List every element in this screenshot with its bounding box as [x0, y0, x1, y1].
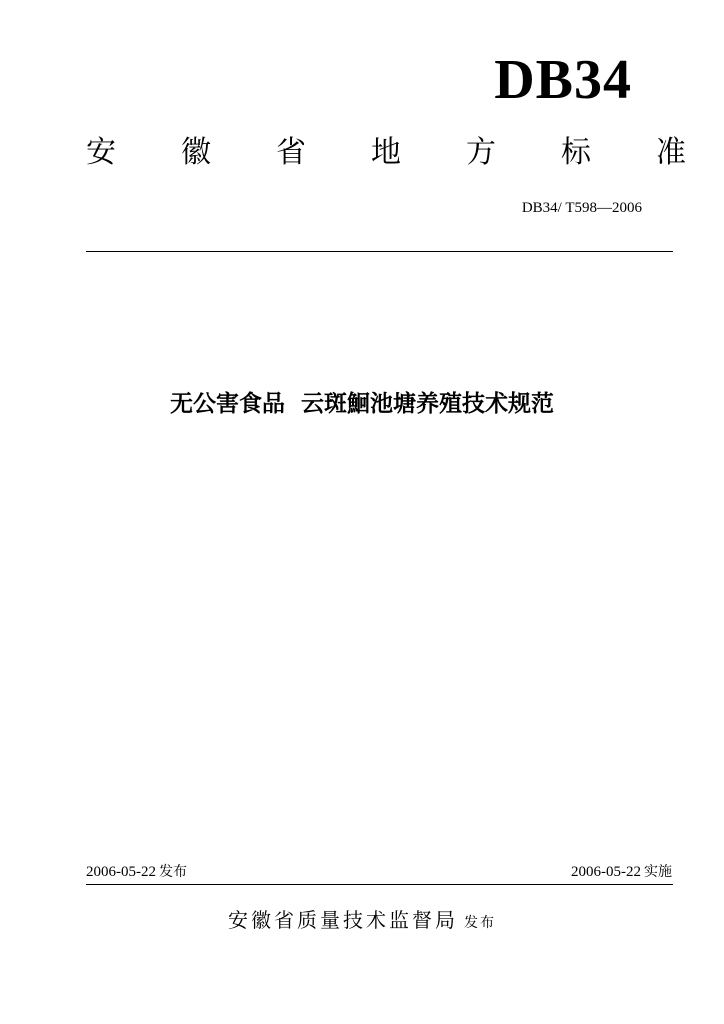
standard-type-char: 标: [561, 135, 591, 170]
standard-type-char: 徽: [181, 135, 211, 170]
implement-date-line: [571, 862, 672, 882]
issue-date: 2006-05-22: [86, 864, 156, 880]
footer-divider: [86, 884, 673, 885]
publisher-suffix: 发布: [464, 915, 496, 931]
standard-type-heading: [86, 131, 686, 181]
standard-code: DB34: [494, 49, 632, 111]
standard-type-char: 方: [466, 135, 496, 170]
issue-label: 发布: [159, 864, 187, 880]
standard-type-char: 省: [276, 135, 306, 170]
publisher-name: 安徽省质量技术监督局: [228, 908, 458, 932]
standard-type-char: 地: [371, 135, 401, 170]
standard-type-char: 安: [86, 135, 116, 170]
implement-label: 实施: [644, 864, 672, 880]
publisher-line: [0, 904, 724, 936]
header-divider: [86, 251, 673, 252]
document-title: 无公害食品 云斑鮰池塘养殖技术规范: [169, 391, 554, 417]
implement-date: 2006-05-22: [571, 864, 641, 880]
standard-number: DB34/ T598—2006: [521, 200, 642, 216]
standard-type-char: 准: [656, 135, 686, 170]
issue-date-line: [86, 862, 187, 882]
